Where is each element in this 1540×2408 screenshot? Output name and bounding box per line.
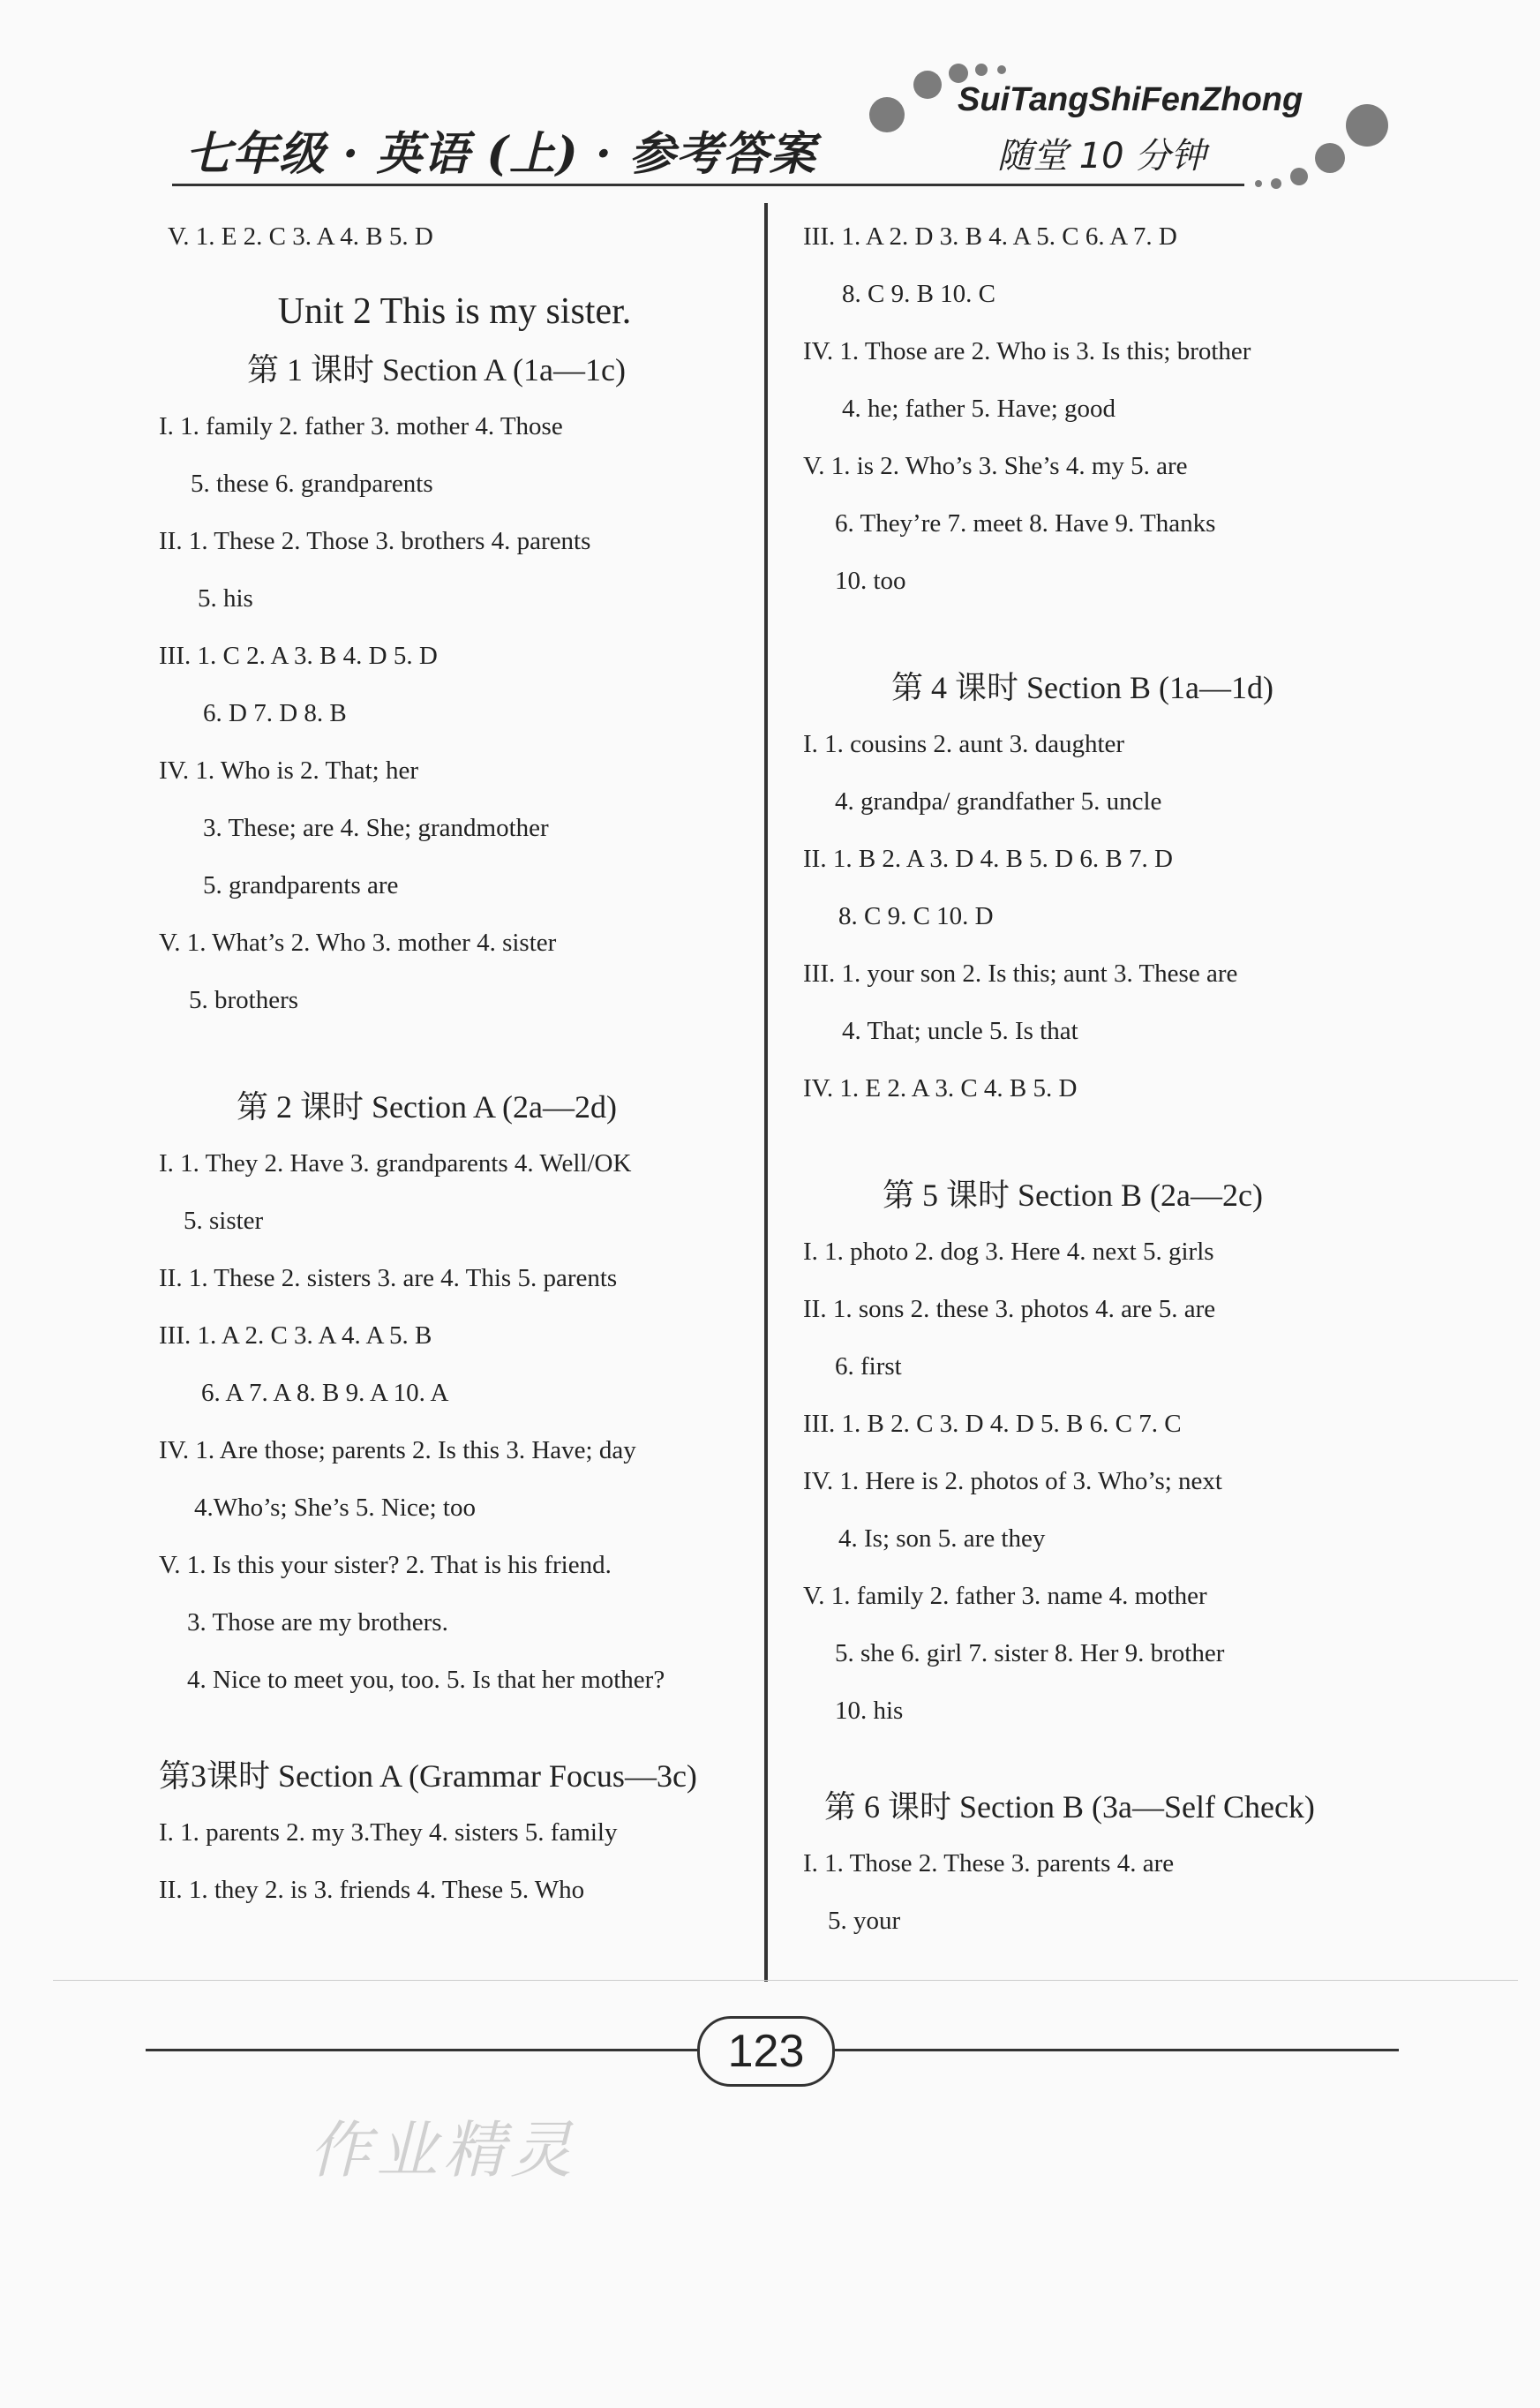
decor-dot-icon (1290, 168, 1308, 185)
decor-dot-icon (949, 64, 968, 83)
right-column (803, 208, 1421, 1950)
answer-line: 6. They’re 7. meet 8. Have 9. Thanks (835, 509, 1216, 538)
answer-line: 8. C 9. C 10. D (838, 902, 994, 930)
answer-line: II. 1. These 2. sisters 3. are 4. This 5. parents (159, 1264, 618, 1292)
answer-line: 5. his (198, 584, 253, 613)
header-rule (172, 184, 1244, 186)
header-subtitle: 随堂 10 分钟 (997, 136, 1206, 177)
answer-line: 6. A 7. A 8. B 9. A 10. A (201, 1379, 449, 1407)
page-number: 123 (697, 2016, 835, 2087)
watermark: 作业精灵 (309, 2114, 577, 2186)
answer-line: I. 1. parents 2. my 3.They 4. sisters 5. family (159, 1818, 618, 1847)
answer-line: V. 1. What’s 2. Who 3. mother 4. sister (159, 929, 557, 957)
answer-line: 10. too (835, 567, 906, 595)
answer-line: II. 1. they 2. is 3. friends 4. These 5. Who (159, 1876, 585, 1904)
answer-line: III. 1. A 2. D 3. B 4. A 5. C 6. A 7. D (803, 222, 1177, 251)
decor-dot-icon (1315, 143, 1345, 173)
answer-line: II. 1. These 2. Those 3. brothers 4. parents (159, 527, 591, 555)
decor-dot-icon (1255, 180, 1262, 187)
answer-line: III. 1. your son 2. Is this; aunt 3. These are (803, 959, 1238, 988)
answer-line: 10. his (835, 1697, 904, 1725)
answer-line: 6. first (835, 1352, 902, 1381)
answer-line: 4. he; father 5. Have; good (842, 395, 1116, 423)
answer-line: 5. sister (184, 1207, 264, 1235)
answer-line: 4.Who’s; She’s 5. Nice; too (194, 1494, 476, 1522)
decor-dot-icon (869, 97, 905, 132)
answer-line: V. 1. E 2. C 3. A 4. B 5. D (168, 222, 433, 251)
answer-line: 4. grandpa/ grandfather 5. uncle (835, 787, 1162, 816)
answer-line: II. 1. B 2. A 3. D 4. B 5. D 6. B 7. D (803, 845, 1173, 873)
header-brand: SuiTangShiFenZhong (958, 81, 1303, 118)
footer-rule-left (146, 2049, 702, 2051)
answer-line: I. 1. photo 2. dog 3. Here 4. next 5. girls (803, 1238, 1214, 1266)
answer-line: 3. Those are my brothers. (187, 1608, 448, 1637)
decor-dot-icon (1346, 104, 1388, 147)
lesson-title: 第 4 课时 Section B (1a—1d) (891, 670, 1273, 705)
decor-dot-icon (1271, 178, 1281, 189)
header-title: 七年级 · 英语 (上) · 参考答案 (185, 127, 816, 181)
answer-line: I. 1. Those 2. These 3. parents 4. are (803, 1849, 1175, 1877)
lesson-title: 第 6 课时 Section B (3a—Self Check) (824, 1789, 1315, 1825)
answer-line: 3. These; are 4. She; grandmother (203, 814, 549, 842)
answer-line: 6. D 7. D 8. B (203, 699, 347, 727)
lesson-title: 第 5 课时 Section B (2a—2c) (883, 1178, 1263, 1213)
lesson-title: 第3课时 Section A (Grammar Focus—3c) (159, 1758, 697, 1794)
decor-dot-icon (975, 64, 988, 76)
answer-line: IV. 1. Who is 2. That; her (159, 756, 419, 785)
answer-line: 4. Is; son 5. are they (838, 1524, 1046, 1553)
decor-dot-icon (913, 71, 942, 99)
answer-line: 4. Nice to meet you, too. 5. Is that her mother? (187, 1666, 665, 1694)
lesson-title: 第 2 课时 Section A (2a—2d) (237, 1089, 617, 1125)
answer-line: V. 1. Is this your sister? 2. That is his friend. (159, 1551, 612, 1579)
unit-title: Unit 2 This is my sister. (277, 291, 632, 332)
answer-line: III. 1. C 2. A 3. B 4. D 5. D (159, 642, 438, 670)
lesson-title: 第 1 课时 Section A (1a—1c) (247, 352, 626, 388)
footer-rule-right (825, 2049, 1399, 2051)
answer-line: IV. 1. E 2. A 3. C 4. B 5. D (803, 1074, 1078, 1102)
answer-line: 5. your (828, 1907, 901, 1935)
answer-line: III. 1. B 2. C 3. D 4. D 5. B 6. C 7. C (803, 1410, 1182, 1438)
answer-line: 5. these 6. grandparents (191, 470, 433, 498)
answer-line: V. 1. is 2. Who’s 3. She’s 4. my 5. are (803, 452, 1188, 480)
left-column (159, 208, 750, 1919)
answer-line: IV. 1. Here is 2. photos of 3. Who’s; next (803, 1467, 1222, 1495)
answer-line: I. 1. cousins 2. aunt 3. daughter (803, 730, 1125, 758)
answer-line: 5. grandparents are (203, 871, 399, 899)
answer-line: I. 1. family 2. father 3. mother 4. Those (159, 412, 563, 440)
answer-line: I. 1. They 2. Have 3. grandparents 4. Well/OK (159, 1149, 632, 1178)
answer-line: 4. That; uncle 5. Is that (842, 1017, 1078, 1045)
answer-line: V. 1. family 2. father 3. name 4. mother (803, 1582, 1207, 1610)
decor-dot-icon (997, 65, 1006, 74)
answer-line: 5. brothers (189, 986, 299, 1014)
answer-line: IV. 1. Are those; parents 2. Is this 3. Have; day (159, 1436, 636, 1464)
answer-line: IV. 1. Those are 2. Who is 3. Is this; brother (803, 337, 1251, 365)
answer-line: II. 1. sons 2. these 3. photos 4. are 5. are (803, 1295, 1216, 1323)
column-divider (764, 203, 768, 1982)
answer-line: 5. she 6. girl 7. sister 8. Her 9. brother (835, 1639, 1225, 1667)
answer-line: III. 1. A 2. C 3. A 4. A 5. B (159, 1321, 432, 1350)
scan-edge (53, 1980, 1518, 1981)
answer-line: 8. C 9. B 10. C (842, 280, 996, 308)
